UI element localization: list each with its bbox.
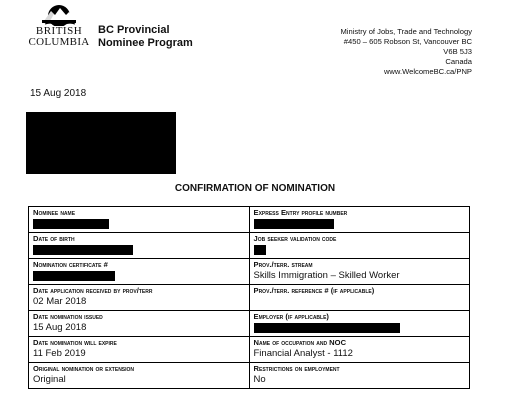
date-expire-value: 11 Feb 2019 [33,348,86,359]
program-name-line2: Nominee Program [98,37,193,49]
date-received-label: Date application received by prov/terr [33,286,153,295]
sun-mountains-icon [40,2,78,26]
redacted-express-entry-number [254,219,334,229]
table-row [29,337,470,363]
ministry-street: #450 – 605 Robson St, Vancouver BC [343,37,472,46]
table-cell [29,311,250,337]
date-issued-label: Date nomination issued [33,312,103,321]
logo-text-columbia: COLUMBIA [28,36,90,48]
nomination-type-label: Original nomination or extension [33,364,135,373]
nomination-type-value: Original [33,374,66,385]
program-name [98,24,193,50]
table-row [29,259,470,285]
job-seeker-code-label: Job seeker validation code [253,234,337,243]
program-name-line1: BC Provincial [98,24,170,36]
table-cell [249,207,470,233]
redacted-address-block [26,112,176,174]
bc-logo [26,2,92,48]
ministry-country: Canada [445,57,472,66]
table-cell [249,311,470,337]
occupation-noc-value: Financial Analyst - 1112 [253,348,353,359]
nomination-certificate-label: Nomination certificate # [33,260,108,269]
employer-label: Employer (if applicable) [253,312,329,321]
table-row [29,285,470,311]
document-title: CONFIRMATION OF NOMINATION [174,183,336,194]
ministry-postal-code: V6B 5J3 [443,47,472,56]
date-of-birth-label: Date of birth [33,234,75,243]
table-cell [29,233,250,259]
occupation-noc-label: Name of occupation and NOC [253,338,347,347]
stream-value: Skills Immigration – Skilled Worker [253,270,400,281]
table-cell [249,259,470,285]
date-received-value: 02 Mar 2018 [33,296,87,307]
redacted-job-seeker-code [254,245,266,255]
table-row [29,363,470,389]
date-issued-value: 15 Aug 2018 [33,322,87,333]
table-cell [29,259,250,285]
table-cell [29,285,250,311]
logo-text-british: BRITISH [35,25,83,37]
redacted-nominee-name [33,219,109,229]
table-cell [249,337,470,363]
date-expire-label: Date nomination will expire [33,338,117,347]
table-cell [29,363,250,389]
table-cell [29,207,250,233]
nomination-table [28,206,470,389]
restrictions-label: Restrictions on employment [253,364,340,373]
reference-number-label: Prov./terr. reference # (if applicable) [253,286,375,295]
ministry-name: Ministry of Jobs, Trade and Technology [340,27,472,36]
letter-date: 15 Aug 2018 [30,88,87,99]
ministry-address [340,27,472,77]
table-cell [249,363,470,389]
nominee-name-label: Nominee name [33,208,76,217]
restrictions-value: No [253,374,266,385]
table-row [29,311,470,337]
ministry-website: www.WelcomeBC.ca/PNP [383,67,472,76]
redacted-employer [254,323,400,333]
table-row [29,207,470,233]
table-row [29,233,470,259]
table-cell [29,337,250,363]
table-cell [249,233,470,259]
stream-label: Prov./terr. stream [253,260,313,269]
redacted-date-of-birth [33,245,133,255]
redacted-certificate-number [33,271,115,281]
express-entry-number-label: Express Entry profile number [253,208,348,217]
table-cell [249,285,470,311]
